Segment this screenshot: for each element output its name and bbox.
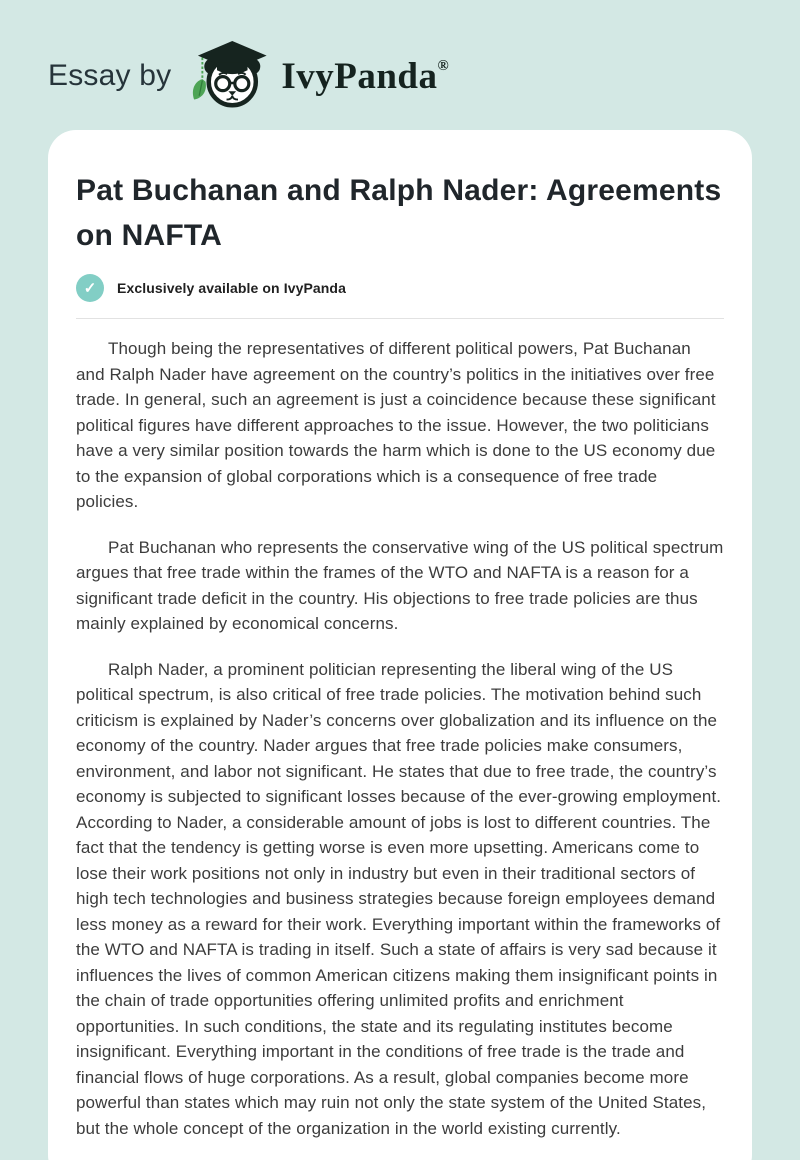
panda-graduate-icon [189, 38, 273, 114]
essay-paragraph: Though being the representatives of different political powers, Pat Buchanan and Ralph Nader have agreement on the country’s politics in the initiatives over free trade. In general, such an agreement is just a coincidence because these significant political figures have different approaches to the issue. However, the two politicians have a very similar position towards the harm which is done to the US economy due to the expansion of global corporations which is a consequence of free trade policies. [76, 339, 716, 511]
registered-trademark-symbol: ® [437, 57, 450, 74]
essay-body [76, 336, 724, 1141]
essay-title: Pat Buchanan and Ralph Nader: Agreements on NAFTA [76, 174, 722, 252]
essay-paragraph: Pat Buchanan who represents the conservative wing of the US political spectrum argues that free trade within the frames of the WTO and NAFTA is a reason for a significant trade deficit in the country. His objections to free trade policies are thus mainly explained by economical concerns. [76, 537, 724, 633]
exclusive-badge [76, 274, 724, 302]
brand-wordmark: IvyPanda® [281, 55, 450, 97]
essay-paragraph: Ralph Nader, a prominent politician representing the liberal wing of the US political spectrum, is also critical of free trade policies. The motivation behind such criticism is explained by Nader’s concerns over globalization and its influence on the economy of the country. Nader argues that free trade policies make consumers, environment, and labor not significant. He states that due to free trade, the country’s economy is subjected to significant losses because of the ever-growing employment. According to Nader, a considerable amount of jobs is lost to different countries. The fact that the tendency is getting worse is even more upsetting. Americans come to lose their work positions not only in industry but even in their traditional sectors of high tech technologies and business strategies because foreign employees demand less money as a reward for their work. Everything important within the frameworks of the WTO and NAFTA is trading in itself. Such a state of affairs is very sad because it influences the lives of common American citizens making them insignificant points in the chain of trade opportunities offering unlimited profits and enrichment opportunities. In such conditions, the state and its regulating institutes become insignificant. Everything important in the conditions of free trade is the trade and financial flows of huge corporations. As a result, global companies become more powerful than states which may ruin not only the state system of the United States, but the whole concept of the organization in the world existing currently. [76, 659, 722, 1138]
check-icon: ✓ [76, 274, 104, 302]
essay-card [48, 130, 752, 1160]
page-header [0, 0, 800, 118]
essay-by-label: Essay by [48, 59, 172, 92]
ivypanda-logo [189, 38, 449, 114]
divider [76, 318, 724, 319]
exclusive-badge-label: Exclusively available on IvyPanda [117, 280, 346, 296]
